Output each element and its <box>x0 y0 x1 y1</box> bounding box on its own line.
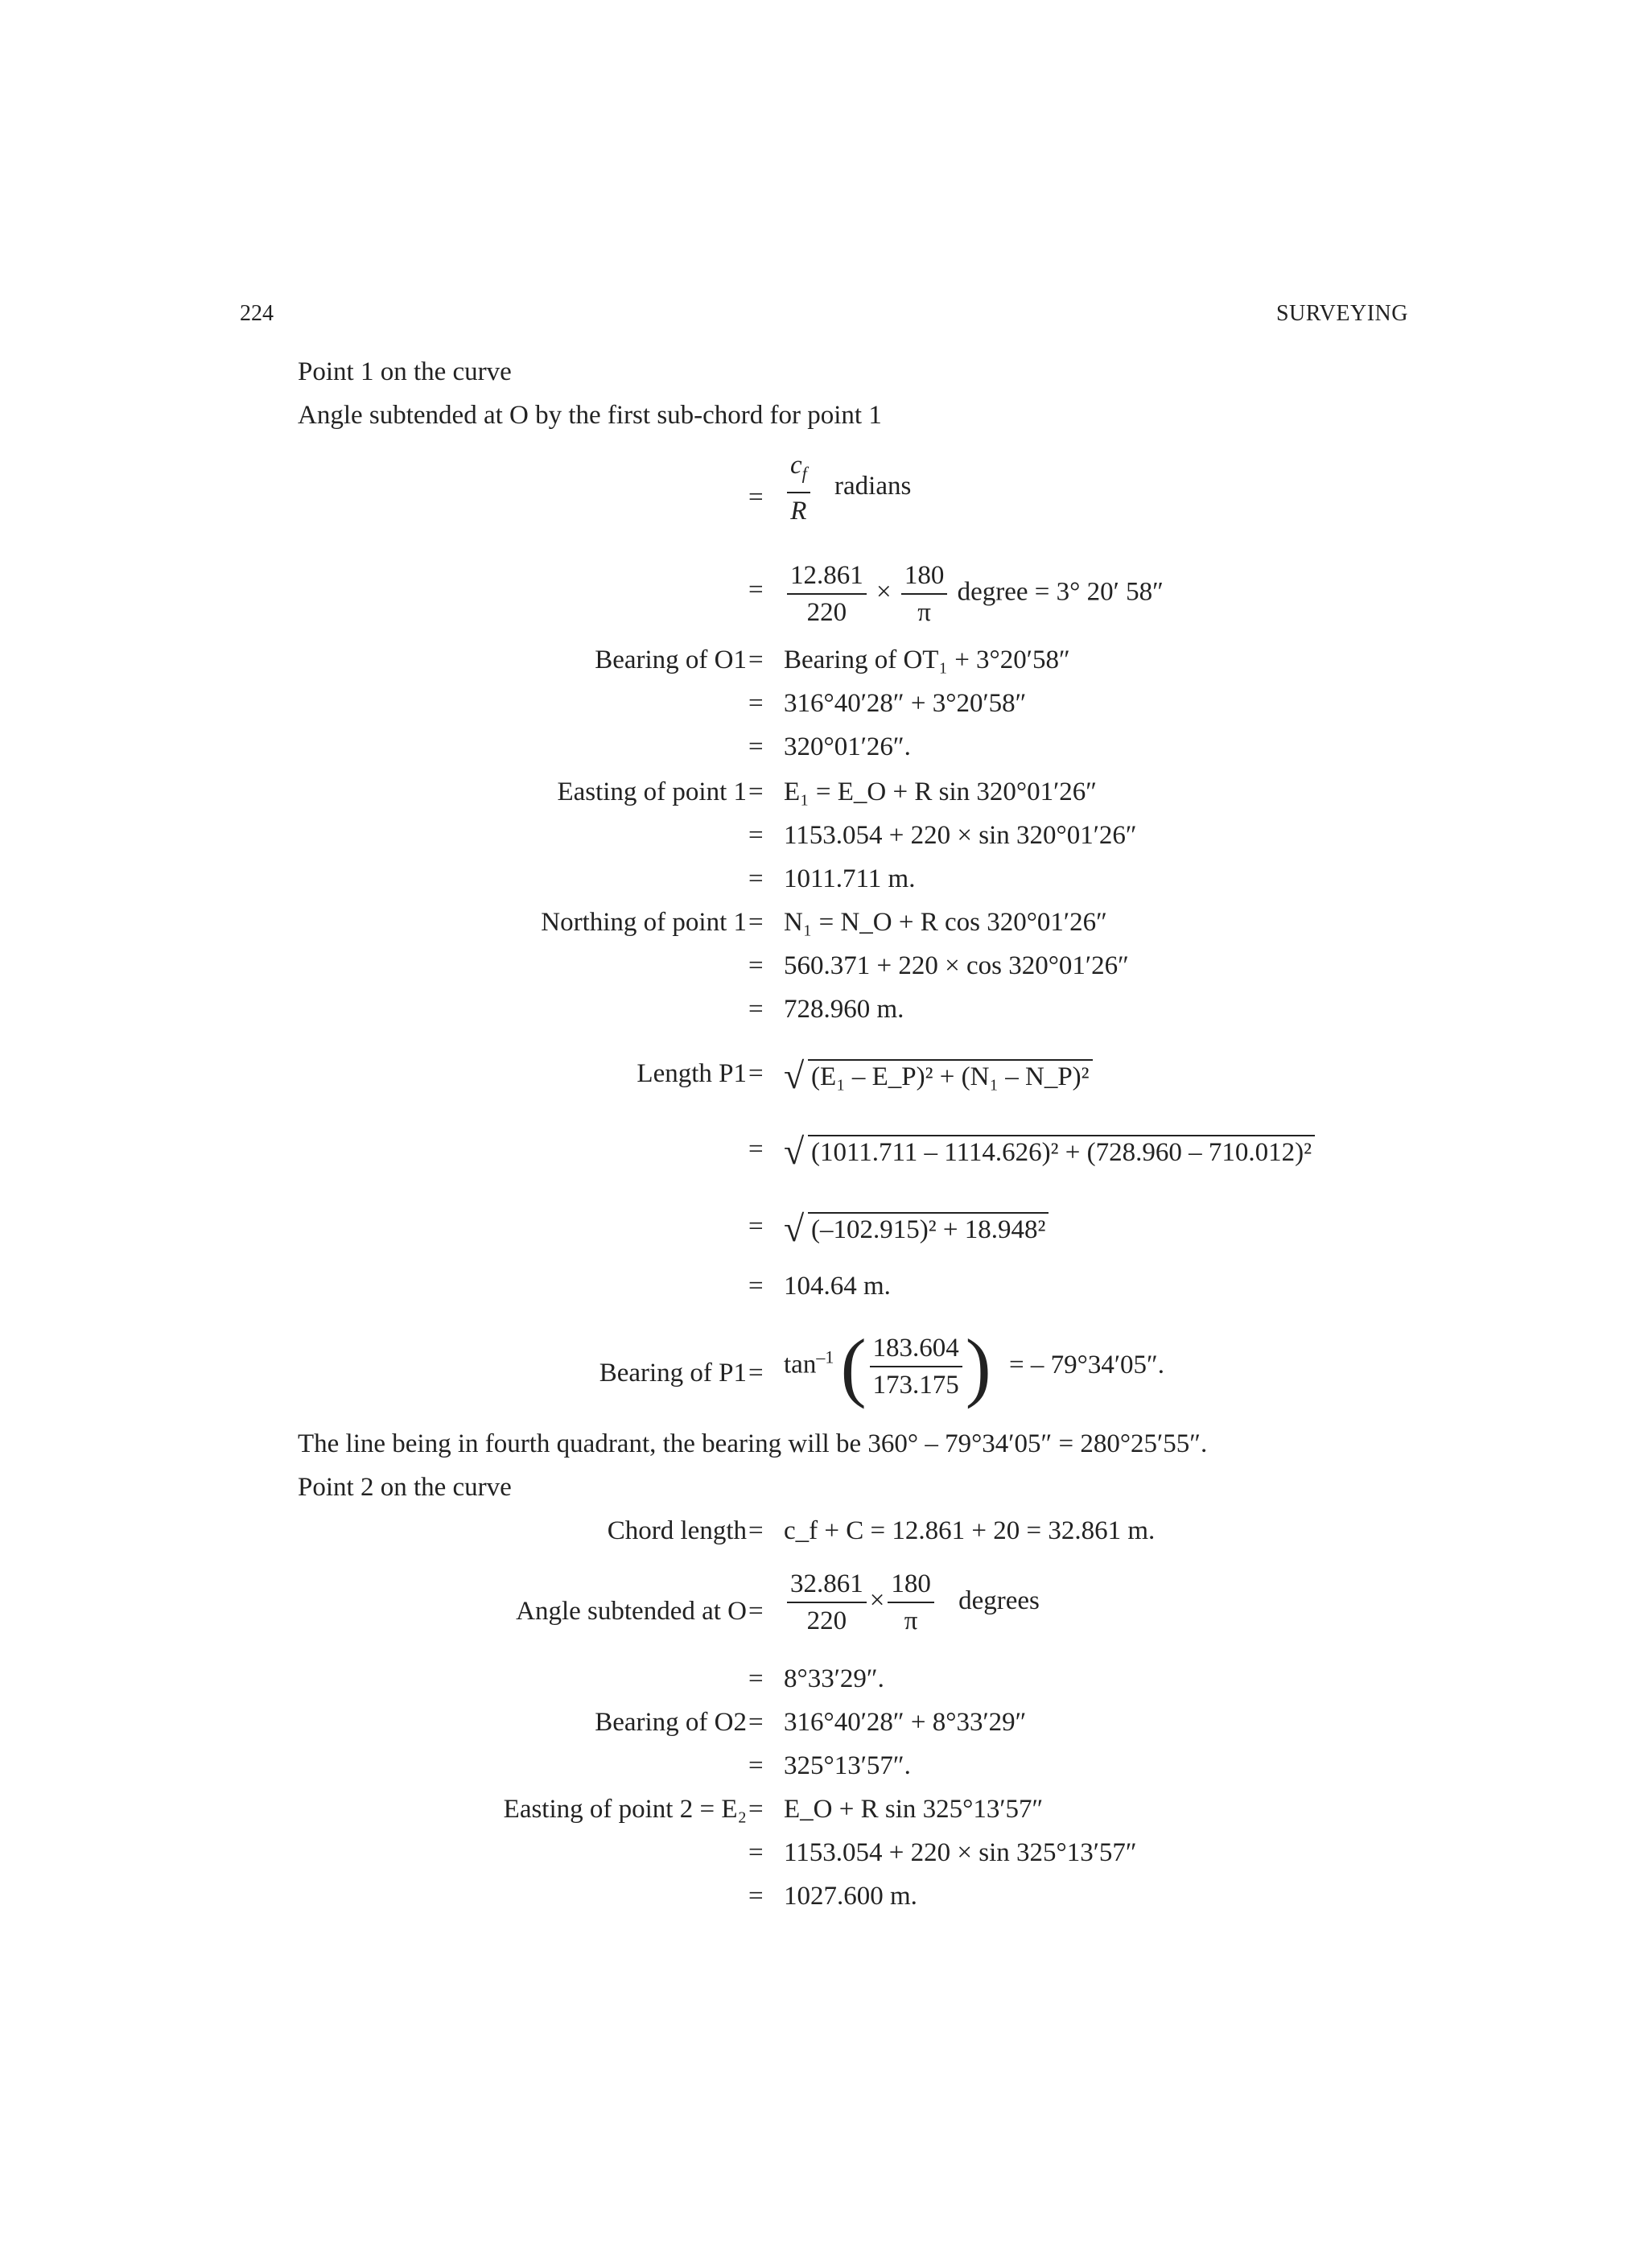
equation-row: Easting of point 2 = E₂ = E_O + R sin 325°13′57″ <box>503 1795 1044 1824</box>
running-head: SURVEYING <box>1275 301 1408 326</box>
fraction: $\frac{c_f}{R}$ <box>787 447 810 529</box>
fraction: $\frac{32.861}{220}$ <box>787 1566 867 1639</box>
equation-row: Easting of point 1 = E₁ = E_O + R sin 320°01′26″ <box>557 777 1098 806</box>
equation-row: = 560.371 + 220 × cos 320°01′26″ <box>748 951 1129 980</box>
equation-row: Length P1 = √ (E₁ – E_P)² + (N₁ – N_P)² <box>0 1059 1648 1095</box>
equation-row: = 104.64 m. <box>748 1272 891 1301</box>
equation-row: = 1011.711 m. <box>748 864 916 893</box>
equation-row: Bearing of O1 = Bearing of OT₁ + 3°20′58″ <box>595 645 1070 674</box>
equation-row: Northing of point 1 = N₁ = N_O + R cos 320°01′26″ <box>541 908 1107 937</box>
paragraph-angle-subtended: Angle subtended at O by the first sub-chord for point 1 <box>298 401 882 430</box>
paragraph-fourth-quadrant: The line being in fourth quadrant, the bearing will be 360° – 79°34′05″ = 280°25′55″. <box>298 1429 1208 1458</box>
equation-row: Chord length = c_f + C = 12.861 + 20 = 32.861 m. <box>607 1516 1156 1545</box>
equation-row: = 316°40′28″ + 3°20′58″ <box>748 689 1027 718</box>
sqrt: √ (–102.915)² + 18.948² <box>784 1212 1049 1245</box>
sqrt: √ (1011.711 – 1114.626)² + (728.960 – 710.012)² <box>784 1135 1315 1168</box>
equation-row: = $\frac{12.861}{220}$ × $\frac{180}{\pi}$ degree = 3° 20′ 58″ <box>0 575 1648 611</box>
equation-row: = 320°01′26″. <box>748 732 911 761</box>
paragraph-point1-heading: Point 1 on the curve <box>298 357 512 386</box>
equation-row: Bearing of P1 = $\tan^{-1}$ ( $\frac{183.604}{173.175}$ ) = – 79°34′05″. <box>599 1323 1165 1409</box>
equation-row: = 8°33′29″. <box>748 1664 884 1693</box>
equation-row: = $\frac{c_f}{R}$ radians <box>0 483 1648 518</box>
fraction: $\frac{180}{\pi}$ <box>888 1566 934 1639</box>
equation-row: = √ (1011.711 – 1114.626)² + (728.960 – 710.012)² <box>0 1135 1648 1170</box>
equation-row: = 1153.054 + 220 × sin 325°13′57″ <box>748 1838 1137 1867</box>
equation-row: = 728.960 m. <box>748 995 904 1024</box>
equation-row: Angle subtended at O = $\frac{32.861}{220}$ × $\frac{180}{\pi}$ degrees <box>0 1597 1648 1632</box>
sqrt: √ (E₁ – E_P)² + (N₁ – N_P)² <box>784 1059 1093 1092</box>
fraction: $\frac{12.861}{220}$ <box>787 558 867 630</box>
equation-row: = 1027.600 m. <box>748 1882 917 1911</box>
fraction: $\frac{183.604}{173.175}$ <box>870 1330 962 1403</box>
paragraph-point2-heading: Point 2 on the curve <box>298 1473 512 1502</box>
equation-row: Bearing of O2 = 316°40′28″ + 8°33′29″ <box>595 1708 1027 1737</box>
fraction: $\frac{180}{\pi}$ <box>901 558 948 630</box>
equation-row: = √ (–102.915)² + 18.948² <box>0 1212 1648 1247</box>
equation-row: = 1153.054 + 220 × sin 320°01′26″ <box>748 821 1137 850</box>
equation-row: = 325°13′57″. <box>748 1751 911 1780</box>
page-number: 224 <box>240 301 274 326</box>
